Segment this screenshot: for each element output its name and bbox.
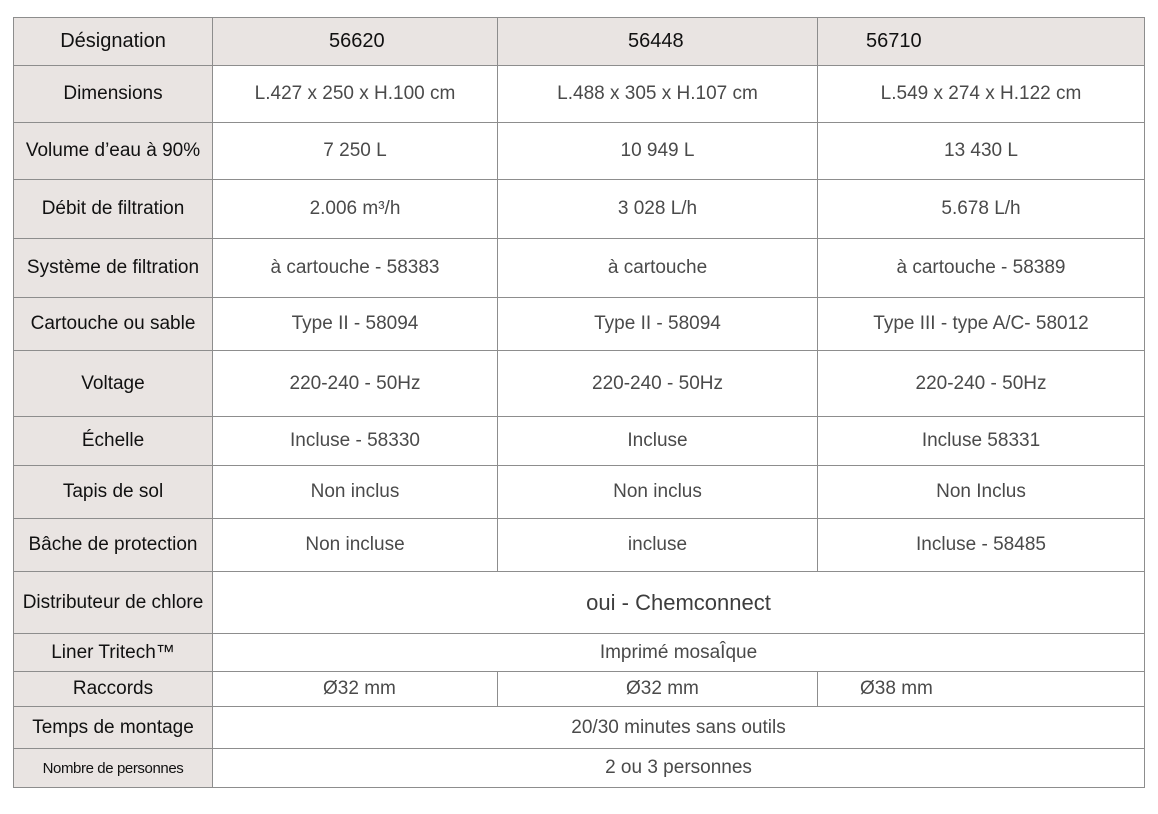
montage-label: Temps de montage [14,707,213,749]
table-row [14,239,1145,298]
table-row [14,298,1145,351]
row-value: 220-240 - 50Hz [213,351,498,417]
liner-value: Imprimé mosaÎque [213,634,1145,672]
row-value: 5.678 L/h [818,180,1145,239]
personnes-value: 2 ou 3 personnes [213,749,1145,788]
row-label: Échelle [14,417,213,466]
row-value: Incluse 58331 [818,417,1145,466]
table-row [14,466,1145,519]
row-value: incluse [498,519,818,572]
model-56448: 56448 [498,18,818,66]
personnes-label: Nombre de personnes [14,749,213,788]
table-row [14,417,1145,466]
raccords-row [14,672,1145,707]
row-label: Dimensions [14,66,213,123]
row-value: Non inclus [498,466,818,519]
raccords-value: Ø32 mm [498,672,818,707]
raccords-value: Ø32 mm [213,672,498,707]
row-label: Cartouche ou sable [14,298,213,351]
row-label: Système de filtration [14,239,213,298]
row-value: Non incluse [213,519,498,572]
liner-label: Liner Tritech™ [14,634,213,672]
chlore-row [14,572,1145,634]
designation-label: Désignation [14,18,213,66]
row-value: à cartouche [498,239,818,298]
row-value: L.427 x 250 x H.100 cm [213,66,498,123]
row-value: Incluse [498,417,818,466]
row-value: 220-240 - 50Hz [818,351,1145,417]
row-value: à cartouche - 58383 [213,239,498,298]
row-value: L.488 x 305 x H.107 cm [498,66,818,123]
table-row [14,180,1145,239]
chlore-value: oui - Chemconnect [213,572,1145,634]
spec-table [13,17,1145,788]
table-row [14,66,1145,123]
raccords-value: Ø38 mm [818,672,1145,707]
row-label: Tapis de sol [14,466,213,519]
row-value: 3 028 L/h [498,180,818,239]
row-value: 10 949 L [498,123,818,180]
chlore-label: Distributeur de chlore [14,572,213,634]
model-56620: 56620 [213,18,498,66]
row-value: Incluse - 58485 [818,519,1145,572]
table-row [14,123,1145,180]
row-value: L.549 x 274 x H.122 cm [818,66,1145,123]
montage-row [14,707,1145,749]
row-label: Débit de filtration [14,180,213,239]
raccords-label: Raccords [14,672,213,707]
row-value: 13 430 L [818,123,1145,180]
row-value: Non Inclus [818,466,1145,519]
header-row [14,18,1145,66]
row-value: 220-240 - 50Hz [498,351,818,417]
table-row [14,519,1145,572]
model-56710: 56710 [818,18,1145,66]
row-value: Type II - 58094 [213,298,498,351]
row-value: Type III - type A/C- 58012 [818,298,1145,351]
row-label: Bâche de protection [14,519,213,572]
row-value: Non inclus [213,466,498,519]
personnes-row [14,749,1145,788]
montage-value: 20/30 minutes sans outils [213,707,1145,749]
row-label: Voltage [14,351,213,417]
row-value: Incluse - 58330 [213,417,498,466]
row-value: à cartouche - 58389 [818,239,1145,298]
row-label: Volume d’eau à 90% [14,123,213,180]
row-value: 2.006 m³/h [213,180,498,239]
row-value: 7 250 L [213,123,498,180]
row-value: Type II - 58094 [498,298,818,351]
liner-row [14,634,1145,672]
table-row [14,351,1145,417]
